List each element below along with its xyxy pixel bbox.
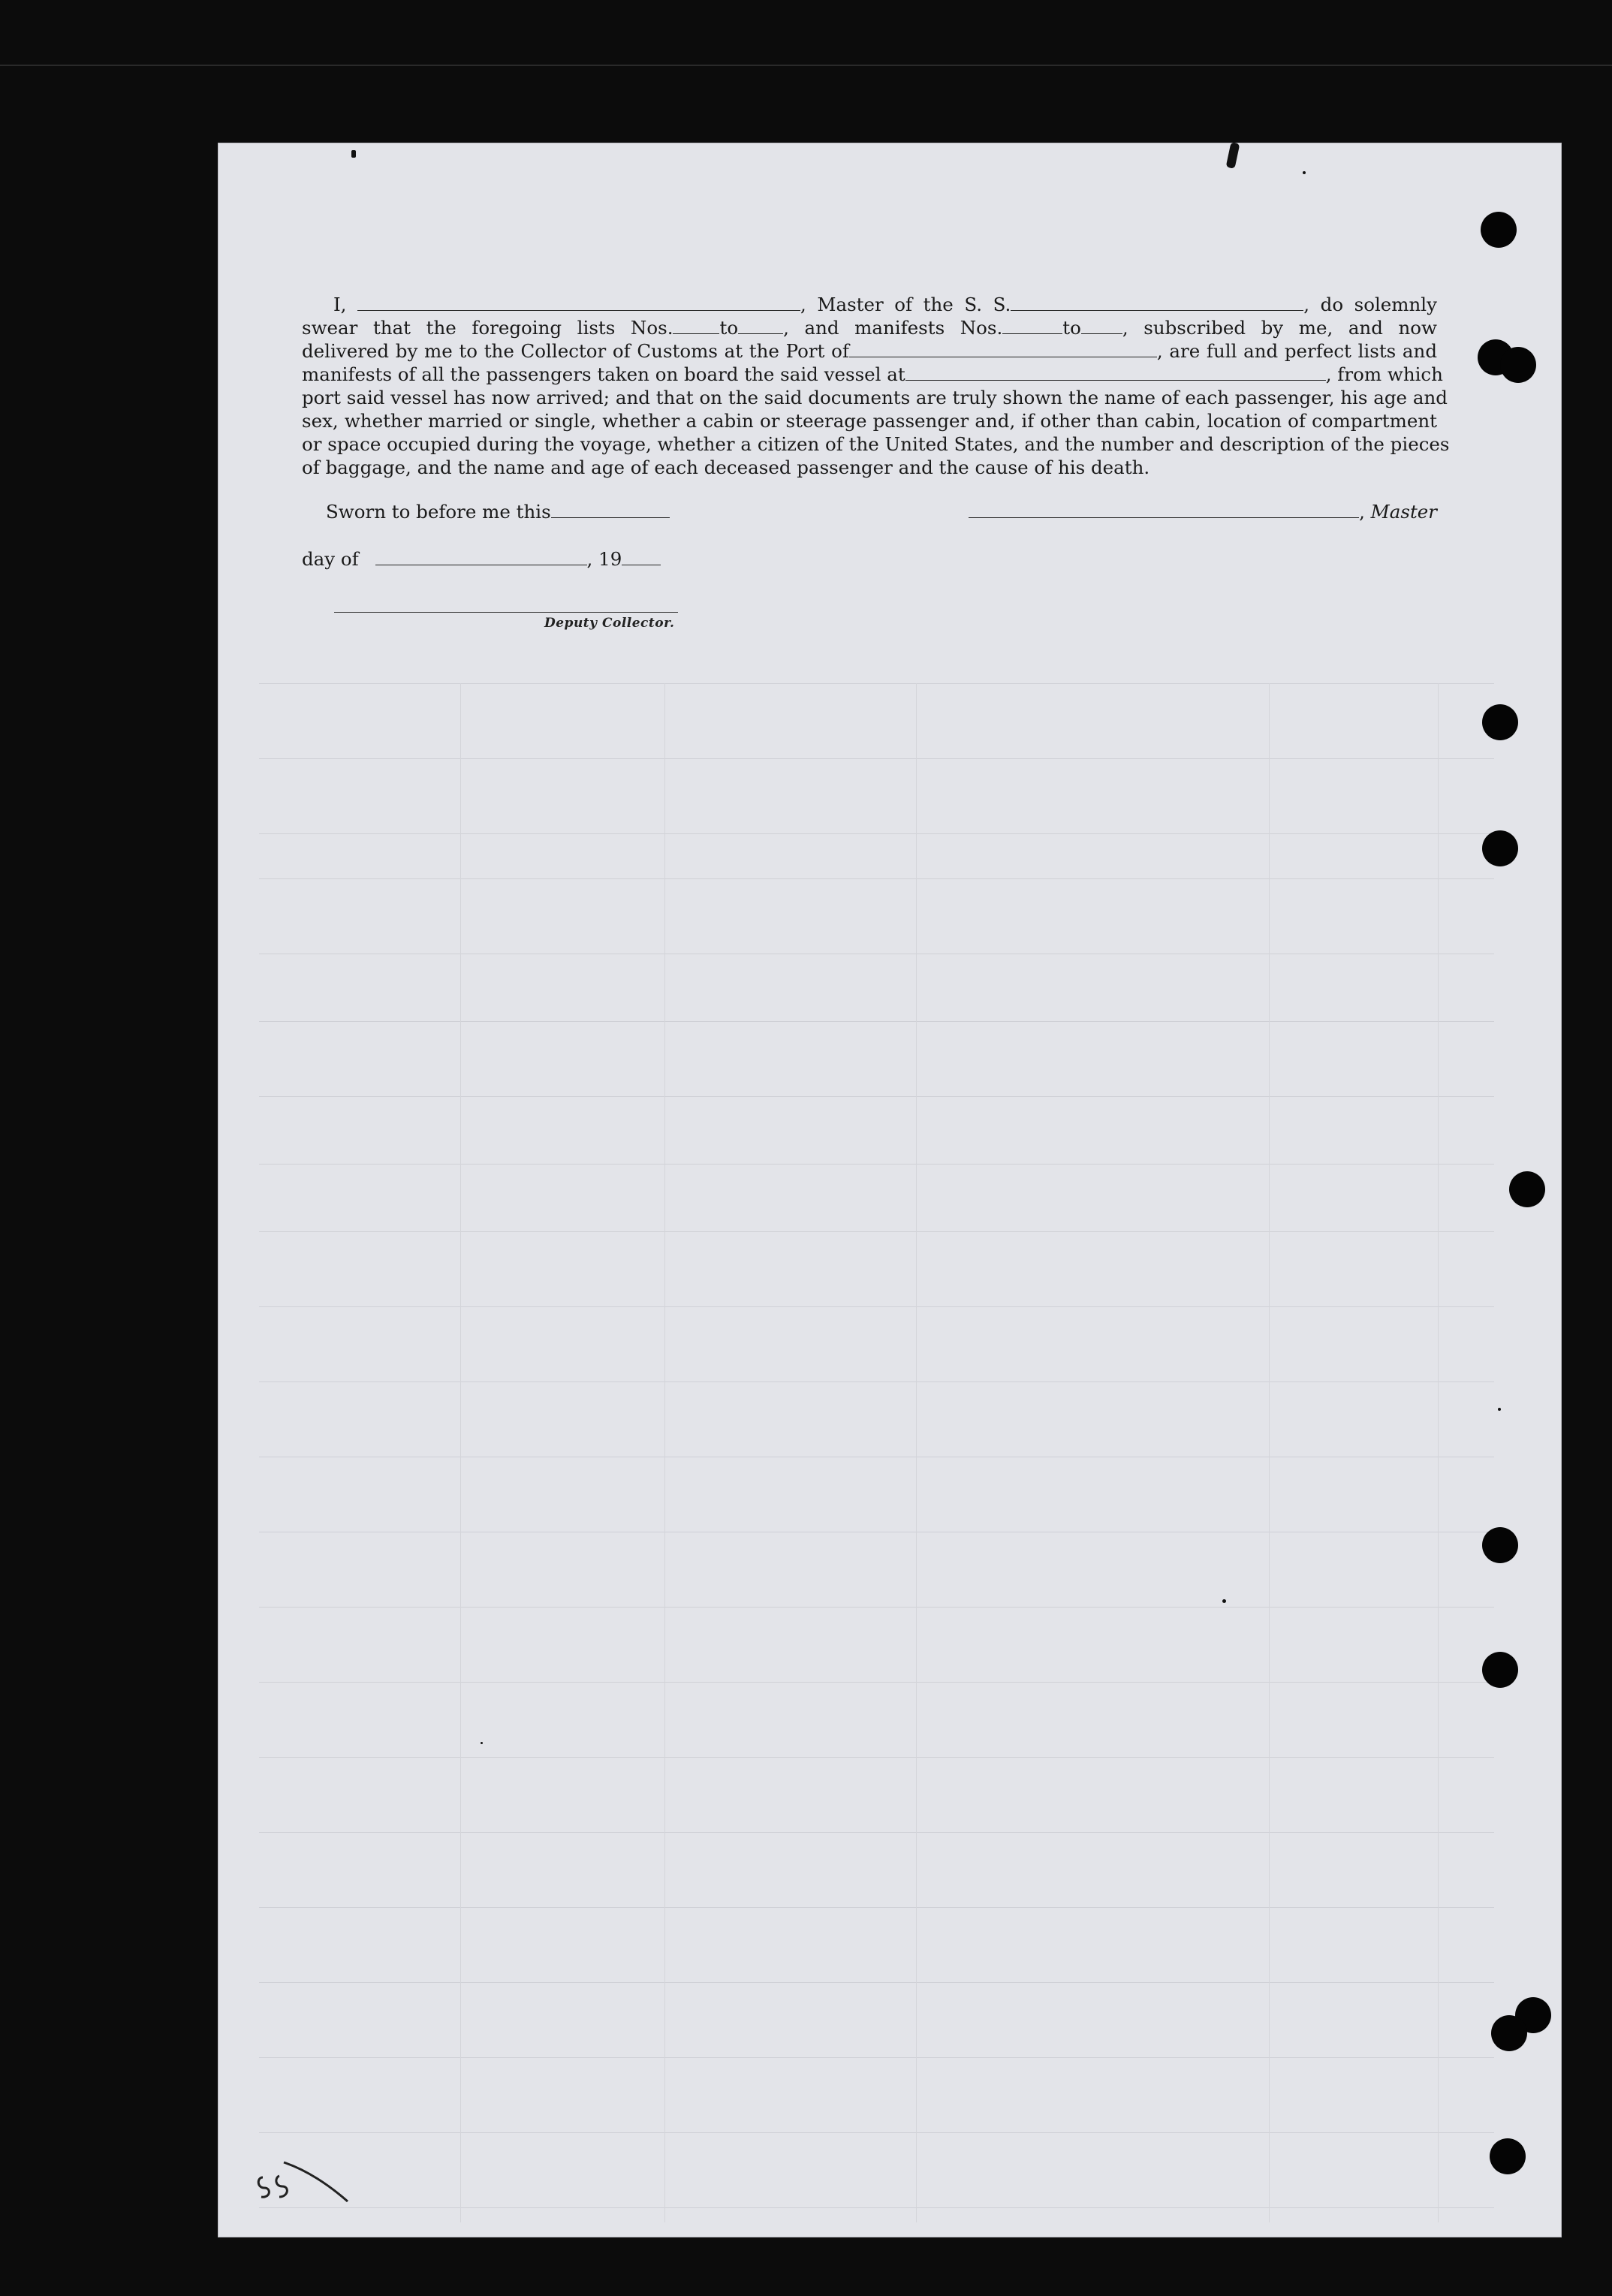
lists-to-blank: [738, 318, 783, 334]
deputy-signature-line: [334, 612, 678, 613]
affidavit-line-4: [302, 363, 1443, 386]
affidavit-text: , do solemnly: [1303, 294, 1437, 315]
handwritten-page-number: [254, 2155, 359, 2215]
affidavit-text: , are full and perfect lists and: [1156, 340, 1437, 362]
speck: [1498, 1408, 1501, 1411]
year-prefix: , 19: [586, 548, 622, 570]
affidavit-text: , subscribed by me, and now: [1122, 317, 1437, 339]
master-affidavit: [302, 293, 1450, 479]
vessel-name-blank: [1011, 295, 1303, 311]
scan-edge: [0, 65, 1612, 66]
affidavit-text: swear that the foregoing lists Nos.: [302, 317, 673, 339]
affidavit-line-3: [302, 339, 1437, 363]
punch-hole: [1491, 2015, 1527, 2051]
sworn-label: Sworn to before me this: [326, 501, 551, 523]
deputy-collector-label: Deputy Collector.: [544, 616, 675, 631]
sworn-date-blank: [551, 502, 670, 518]
affidavit-line-6: sex, whether married or single, whether a cabin or steerage passenger and, if other than cabin, location of compartment: [302, 410, 1437, 432]
sworn-statement: [302, 501, 670, 523]
affidavit-text: , Master of the S. S.: [800, 294, 1011, 315]
affidavit-text: manifests of all the passengers taken on board the said vessel at: [302, 363, 905, 385]
bleed-through-grid: [259, 683, 1494, 2222]
lists-from-blank: [673, 318, 719, 334]
affidavit-text: to: [1062, 317, 1081, 339]
punch-hole: [1482, 704, 1518, 740]
affidavit-text: to: [719, 317, 739, 339]
punch-hole: [1482, 830, 1518, 866]
year-blank: [622, 550, 661, 565]
affidavit-text: , and manifests Nos.: [783, 317, 1003, 339]
ink-mark: [1303, 171, 1306, 174]
day-of-line: [302, 548, 661, 570]
month-blank: [375, 550, 587, 565]
punch-hole: [1509, 1171, 1545, 1207]
manifests-to-blank: [1081, 318, 1122, 334]
embarkation-port-blank: [905, 365, 1326, 381]
master-signature-blank: [969, 502, 1359, 518]
manifest-page: [218, 143, 1562, 2237]
manifests-from-blank: [1002, 318, 1062, 334]
affidavit-text: I,: [333, 294, 347, 315]
affidavit-line-2: [302, 316, 1437, 339]
punch-hole: [1481, 212, 1517, 248]
port-blank: [849, 342, 1157, 357]
master-label: Master: [1370, 501, 1437, 523]
speck: [481, 1742, 483, 1744]
punch-hole: [1482, 1652, 1518, 1688]
affidavit-text: delivered by me to the Collector of Customs at the Port of: [302, 340, 849, 362]
affidavit-text: , from which: [1325, 363, 1443, 385]
affidavit-line-7: or space occupied during the voyage, whether a citizen of the United States, and the number and description of the pieces: [302, 433, 1450, 455]
ink-mark: [351, 150, 356, 158]
punch-hole: [1482, 1527, 1518, 1563]
master-signature: , Master: [969, 501, 1437, 523]
punch-hole: [1490, 2138, 1526, 2174]
master-name-blank: [357, 295, 800, 311]
day-of-label: day of: [302, 548, 359, 570]
affidavit-line-5: port said vessel has now arrived; and that on the said documents are truly shown the name of each passenger, his age and: [302, 387, 1448, 408]
punch-hole: [1500, 347, 1536, 383]
affidavit-line-1: [302, 293, 1437, 316]
affidavit-line-8: of baggage, and the name and age of each deceased passenger and the cause of his death.: [302, 456, 1150, 478]
speck: [1222, 1599, 1226, 1603]
